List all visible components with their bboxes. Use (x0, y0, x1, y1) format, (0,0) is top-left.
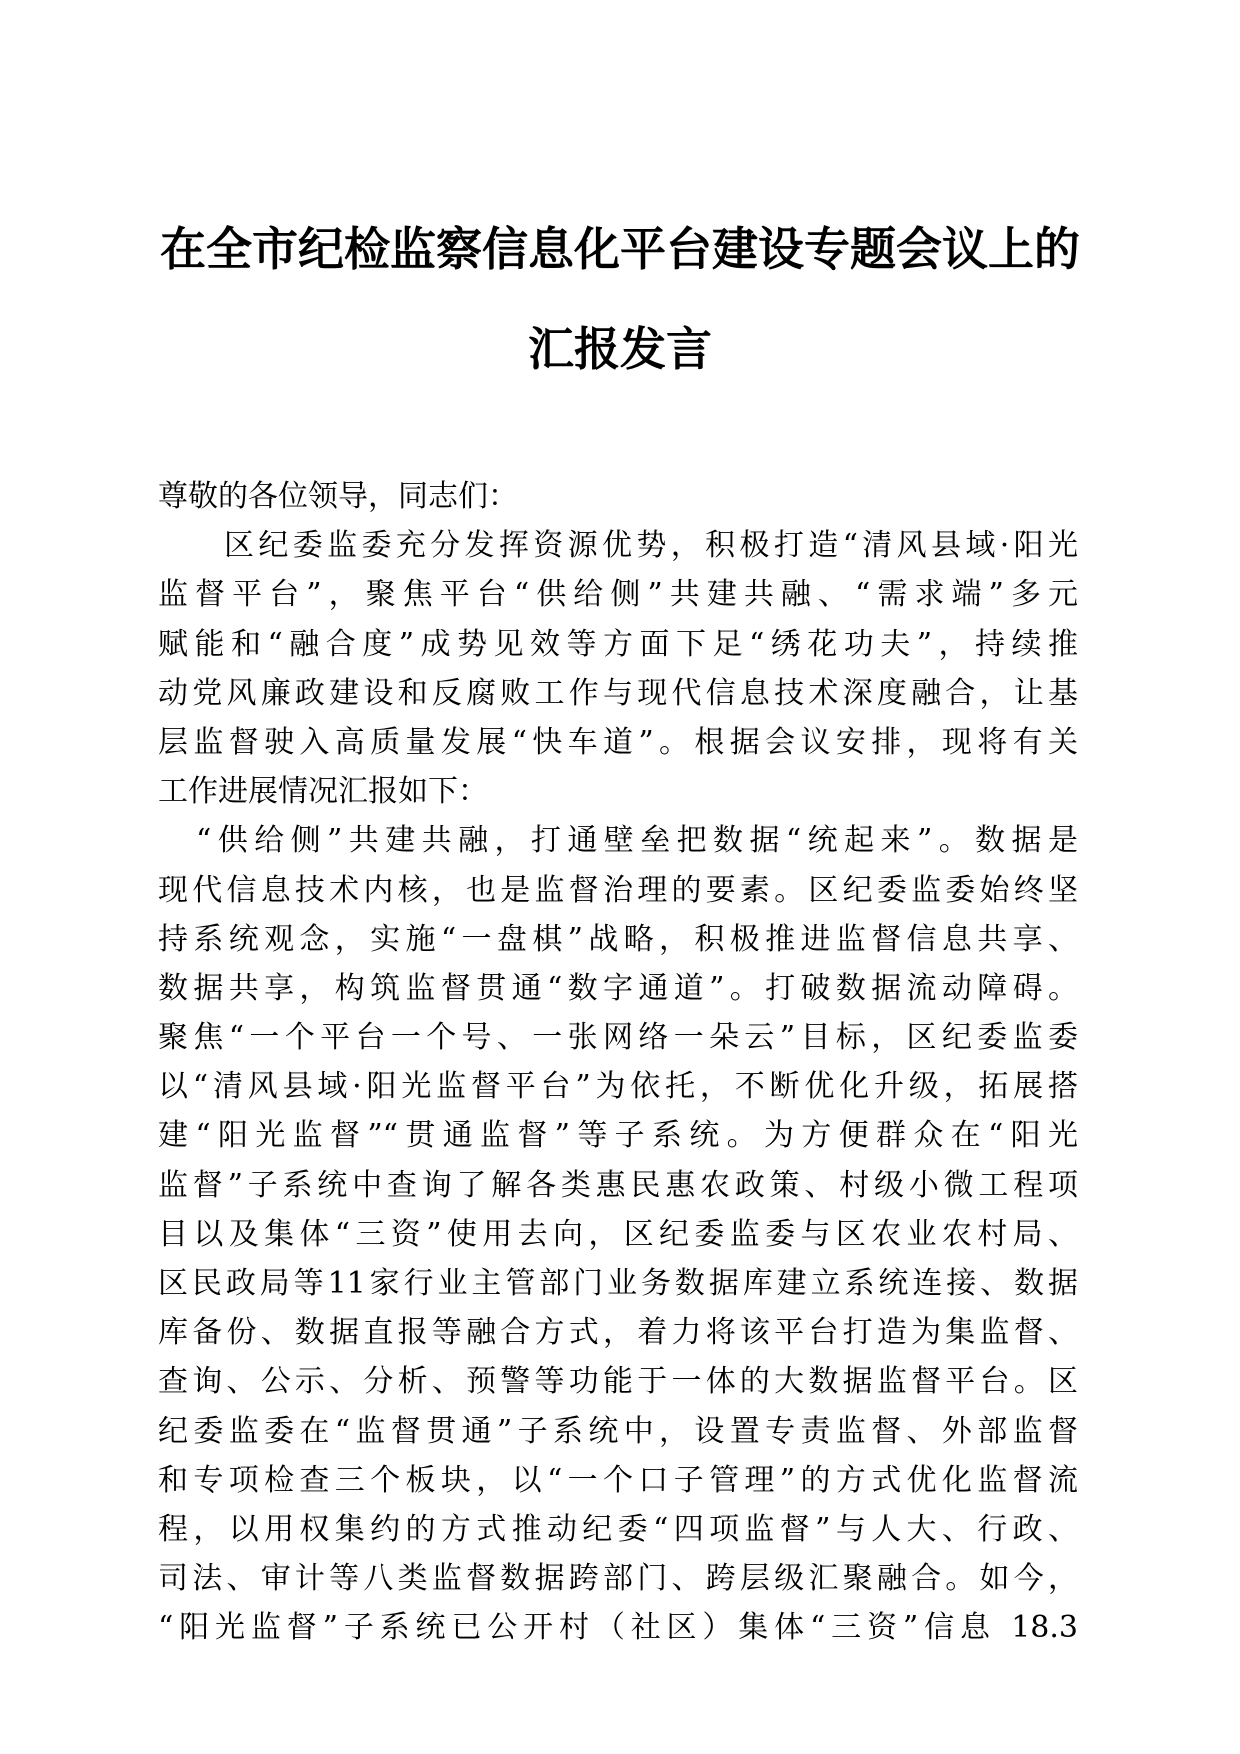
body-line: 区纪委监委充分发挥资源优势，积极打造“清风县域·阳光 (224, 528, 1078, 564)
body-line: 数据共享，构筑监督贯通“数字通道”。打破数据流动障碍。 (158, 970, 1078, 1006)
body-line: 司法、审计等八类监督数据跨部门、跨层级汇聚融合。如今， (158, 1561, 1078, 1597)
body-line: 程，以用权集约的方式推动纪委“四项监督”与人大、行政、 (158, 1511, 1078, 1547)
body-line: 库备份、数据直报等融合方式，着力将该平台打造为集监督、 (158, 1315, 1078, 1351)
title-line-1: 在全市纪检监察信息化平台建设专题会议上的 (160, 222, 1080, 276)
body-line: 目以及集体“三资”使用去向，区纪委监委与区农业农村局、 (158, 1216, 1078, 1252)
body-line: 监督”子系统中查询了解各类惠民惠农政策、村级小微工程项 (158, 1167, 1078, 1203)
body-line: “阳光监督”子系统已公开村（社区）集体“三资”信息 18.3 (158, 1610, 1078, 1646)
body-line: 现代信息技术内核，也是监督治理的要素。区纪委监委始终坚 (158, 872, 1078, 908)
body-line (158, 1653, 1078, 1702)
body-line: 持系统观念，实施“一盘棋”战略，积极推进监督信息共享、 (158, 921, 1078, 957)
body-line: 查询、公示、分析、预警等功能于一体的大数据监督平台。区 (158, 1364, 1078, 1400)
body-line: “供给侧”共建共融，打通壁垒把数据“统起来”。数据是 (196, 823, 1078, 859)
body-line: 和专项检查三个板块，以“一个口子管理”的方式优化监督流 (158, 1462, 1078, 1498)
body-line: 区民政局等11家行业主管部门业务数据库建立系统连接、数据 (158, 1266, 1078, 1301)
document-body (158, 472, 1078, 1702)
body-line: 动党风廉政建设和反腐败工作与现代信息技术深度融合，让基 (158, 675, 1078, 711)
body-line: 工作进展情况汇报如下： (158, 774, 488, 810)
document-title (120, 220, 1120, 378)
body-line: 以“清风县域·阳光监督平台”为依托，不断优化升级，拓展搭 (158, 1069, 1078, 1105)
salutation: 尊敬的各位领导，同志们： (158, 479, 518, 514)
body-line: 聚焦“一个平台一个号、一张网络一朵云”目标，区纪委监委 (158, 1020, 1078, 1056)
body-line: 监督平台”，聚焦平台“供给侧”共建共融、“需求端”多元 (158, 577, 1078, 613)
body-line: 层监督驶入高质量发展“快车道”。根据会议安排，现将有关 (158, 724, 1078, 760)
body-line: 纪委监委在“监督贯通”子系统中，设置专责监督、外部监督 (158, 1413, 1078, 1449)
body-line: 建“阳光监督”“贯通监督”等子系统。为方便群众在“阳光 (158, 1118, 1078, 1154)
body-line: 赋能和“融合度”成势见效等方面下足“绣花功夫”，持续推 (158, 626, 1078, 662)
title-line-2: 汇报发言 (528, 322, 712, 376)
